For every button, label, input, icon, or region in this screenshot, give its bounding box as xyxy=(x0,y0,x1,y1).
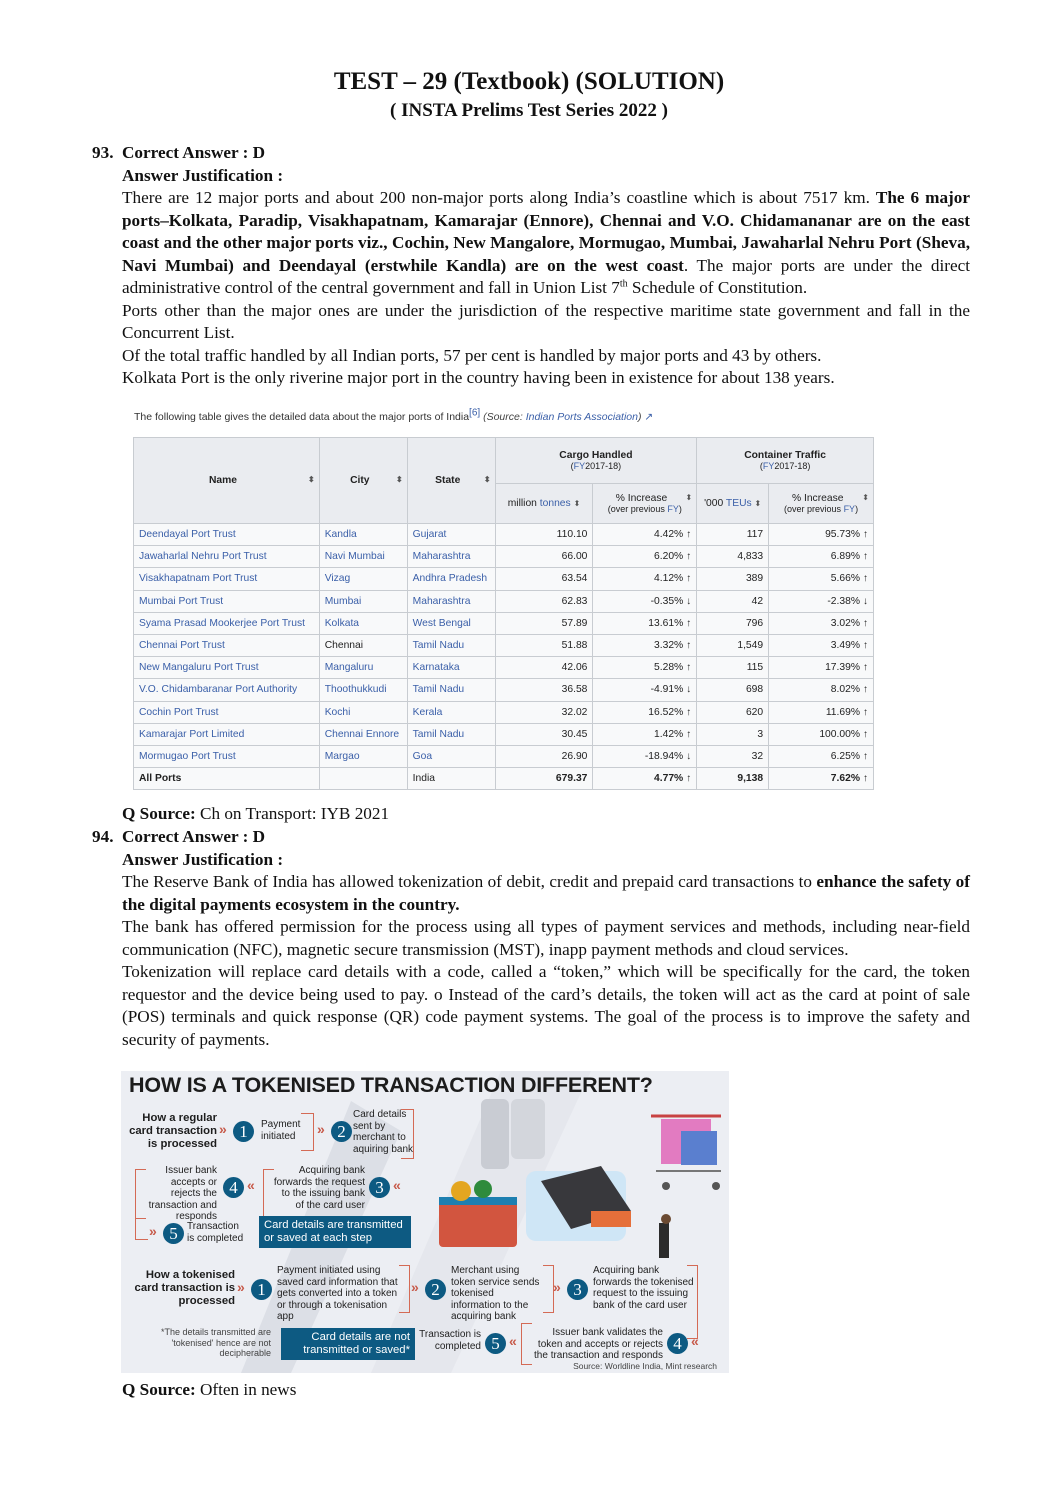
tonnes-link[interactable]: tonnes xyxy=(539,498,571,509)
table-row: Jawaharlal Nehru Port Trust Navi Mumbai Maharashtra 66.00 6.20% ↑ 4,833 6.89% ↑ xyxy=(134,546,874,568)
column-header-state[interactable]: State ⬍ xyxy=(407,438,495,524)
column-header-cargo-increase[interactable]: % Increase ⬍ (over previous FY) xyxy=(593,484,697,524)
bracket xyxy=(135,1217,148,1240)
justification-paragraph-3: Tokenization will replace card details with a code, called a “token,” which will be specifically for the card, the token requestor and the device being used to pay. o Instead of the card’s details, the token will act as the card at point of sale (POS) terminals and quick response (QR) code payment systems. The goal of the process is to improve the safety and security of payments. xyxy=(122,962,970,1049)
justification-paragraph-4: Kolkata Port is the only riverine major port in the country having been in existence for about 138 years. xyxy=(122,368,835,387)
regular-heading: How a regular card transaction is processed xyxy=(129,1112,217,1150)
step-number-badge: 3 xyxy=(567,1279,588,1300)
city-link[interactable]: Mangaluru xyxy=(319,657,407,679)
sort-icon[interactable]: ⬍ xyxy=(573,499,581,508)
step-text: Issuer bank accepts or rejects the transaction and responds xyxy=(148,1165,217,1222)
step-text: Transaction is completed xyxy=(187,1221,244,1244)
column-header-teu[interactable]: '000 TEUs ⬍ xyxy=(697,484,769,524)
step-number-badge: 4 xyxy=(667,1333,688,1354)
page-subtitle: ( INSTA Prelims Test Series 2022 ) xyxy=(390,100,668,121)
tokenisation-infographic xyxy=(121,1071,729,1373)
state-link[interactable]: Goa xyxy=(407,745,495,767)
sort-icon[interactable]: ⬍ xyxy=(862,493,869,502)
port-name-link[interactable]: Visakhapatnam Port Trust xyxy=(134,568,320,590)
question-number: 94. xyxy=(92,827,114,846)
table-row: Syama Prasad Mookerjee Port Trust Kolkata West Bengal 57.89 13.61% ↑ 796 3.02% ↑ xyxy=(134,612,874,634)
state-link[interactable]: Tamil Nadu xyxy=(407,723,495,745)
table-row: New Mangaluru Port Trust Mangaluru Karnataka 42.06 5.28% ↑ 115 17.39% ↑ xyxy=(134,657,874,679)
state-link[interactable]: West Bengal xyxy=(407,612,495,634)
chevron-left-icon: « xyxy=(393,1177,401,1193)
page-title: TEST – 29 (Textbook) (SOLUTION) xyxy=(333,68,725,95)
step-number-badge: 3 xyxy=(369,1177,390,1198)
table-row: Deendayal Port Trust Kandla Gujarat 110.10 4.42% ↑ 117 95.73% ↑ xyxy=(134,524,874,546)
city-link[interactable]: Kandla xyxy=(319,524,407,546)
question-94 xyxy=(92,826,970,1051)
question-number: 93. xyxy=(92,143,114,162)
port-name-link[interactable]: Chennai Port Trust xyxy=(134,634,320,656)
chevron-left-icon: « xyxy=(691,1333,699,1349)
state-link[interactable]: Andhra Pradesh xyxy=(407,568,495,590)
sort-icon[interactable]: ⬍ xyxy=(395,475,403,484)
port-name-link[interactable]: New Mangaluru Port Trust xyxy=(134,657,320,679)
chevron-right-icon: » xyxy=(219,1121,227,1137)
step-number-badge: 4 xyxy=(223,1177,244,1198)
chevron-right-icon: » xyxy=(553,1279,561,1295)
step-number-badge: 1 xyxy=(251,1279,272,1300)
city-link[interactable]: Mumbai xyxy=(319,590,407,612)
justification-paragraph-1: There are 12 major ports and about 200 non-major ports along India’s coastline which is about 7517 km. The 6 major ports–Kolkata, Paradip, Visakhapatnam, Kamarajar (Ennore), Chennai and V.O. Chidamananar are on the east coast and the other major ports viz., Cochin, New Mangalore, Mormugao, Mumbai, Jawaharlal Nehru Port (Sheva, Navi Mumbai) and Deendayal (erstwhile Kandla) are on the west coast. The major ports are under the direct administrative control of the central government and fall in Union List 7th Schedule of Constitution. xyxy=(122,188,970,297)
question-94-source: Q Source: Often in news xyxy=(122,1380,297,1399)
table-row: Mormugao Port Trust Margao Goa 26.90 -18.94% ↓ 32 6.25% ↑ xyxy=(134,745,874,767)
city-link[interactable]: Margao xyxy=(319,745,407,767)
step-number-badge: 2 xyxy=(331,1121,352,1142)
justification-label: Answer Justification : xyxy=(122,165,284,185)
justification-label: Answer Justification : xyxy=(122,849,284,869)
justification-paragraph-2: The bank has offered permission for the process using all types of payment services and methods, including near-field communication (NFC), magnetic secure transmission (MST), inapp payment methods and cloud services. xyxy=(122,917,970,959)
sort-icon[interactable]: ⬍ xyxy=(483,475,491,484)
bracket xyxy=(687,1265,698,1339)
step-number-badge: 1 xyxy=(233,1121,254,1142)
chevron-left-icon: « xyxy=(247,1177,255,1193)
column-header-tonnes[interactable]: million tonnes ⬍ xyxy=(495,484,593,524)
sort-icon[interactable]: ⬍ xyxy=(685,493,693,502)
state-link[interactable]: Tamil Nadu xyxy=(407,679,495,701)
infographic-source: Source: Worldline India, Mint research xyxy=(573,1361,717,1371)
step-text: Acquiring bank forwards the request to the issuing bank of the card user xyxy=(273,1165,365,1211)
justification-paragraph-1: The Reserve Bank of India has allowed tokenization of debit, credit and prepaid card transactions to enhance the safety of the digital payments ecosystem in the country. xyxy=(122,872,970,914)
city-text: Chennai xyxy=(319,634,407,656)
port-name-link[interactable]: Mormugao Port Trust xyxy=(134,745,320,767)
bracket xyxy=(399,1265,410,1313)
fy-link[interactable]: FY xyxy=(573,461,586,471)
table-row: Visakhapatnam Port Trust Vizag Andhra Pradesh 63.54 4.12% ↑ 389 5.66% ↑ xyxy=(134,568,874,590)
step-number-badge: 5 xyxy=(485,1333,506,1354)
state-link[interactable]: Tamil Nadu xyxy=(407,634,495,656)
step-number-badge: 2 xyxy=(425,1279,446,1300)
external-link-icon: ↗ xyxy=(644,411,654,423)
table-row: Kamarajar Port Limited Chennai Ennore Tamil Nadu 30.45 1.42% ↑ 3 100.00% ↑ xyxy=(134,723,874,745)
sort-icon[interactable]: ⬍ xyxy=(754,499,762,508)
table-caption: The following table gives the detailed data about the major ports of India[6] (Source: Indian Ports Association) ↗ xyxy=(134,407,654,423)
correct-answer: Correct Answer : D xyxy=(122,143,266,162)
step-text: Payment initiated using saved card information that gets converted into a token or through a tokenisation app xyxy=(277,1265,398,1322)
city-link[interactable]: Chennai Ennore xyxy=(319,723,407,745)
port-name-link[interactable]: Kamarajar Port Limited xyxy=(134,723,320,745)
correct-answer: Correct Answer : D xyxy=(122,827,266,846)
chevron-right-icon: » xyxy=(237,1279,245,1295)
column-header-name[interactable]: Name ⬍ xyxy=(134,438,320,524)
bracket xyxy=(401,1109,414,1159)
chevron-right-icon: » xyxy=(149,1223,157,1239)
port-name-link[interactable]: V.O. Chidambaranar Port Authority xyxy=(134,679,320,701)
regular-callout: Card details are transmitted or saved at each step xyxy=(259,1216,411,1248)
port-name-link[interactable]: Cochin Port Trust xyxy=(134,701,320,723)
major-ports-table xyxy=(133,437,874,790)
justification-paragraph-2: Ports other than the major ones are under the jurisdiction of the respective maritime state government and fall in the Concurrent List. xyxy=(122,300,970,342)
justification-paragraph-3: Of the total traffic handled by all Indian ports, 57 per cent is handled by major ports and 43 by others. xyxy=(122,345,822,365)
port-name-link[interactable]: Syama Prasad Mookerjee Port Trust xyxy=(134,612,320,634)
step-text: Acquiring bank forwards the tokenised request to the issuing bank of the card user xyxy=(593,1265,694,1311)
chevron-right-icon: » xyxy=(317,1121,325,1137)
state-link[interactable]: Maharashtra xyxy=(407,546,495,568)
table-row: Mumbai Port Trust Mumbai Maharashtra 62.83 -0.35% ↓ 42 -2.38% ↓ xyxy=(134,590,874,612)
table-row: V.O. Chidambaranar Port Authority Thoothukkudi Tamil Nadu 36.58 -4.91% ↓ 698 8.02% ↑ xyxy=(134,679,874,701)
state-link[interactable]: Gujarat xyxy=(407,524,495,546)
chevron-right-icon: » xyxy=(411,1279,419,1295)
infographic-title: HOW IS A TOKENISED TRANSACTION DIFFERENT? xyxy=(129,1073,653,1097)
tokenised-heading: How a tokenised card transaction is processed xyxy=(134,1269,235,1307)
footnote: *The details transmitted are 'tokenised' hence are not decipherable xyxy=(160,1327,271,1358)
port-name-link[interactable]: Jawaharlal Nehru Port Trust xyxy=(134,546,320,568)
step-text: Merchant using token service sends tokenised information to the acquiring bank xyxy=(451,1265,540,1322)
sort-icon[interactable]: ⬍ xyxy=(307,475,315,484)
city-link[interactable]: Thoothukkudi xyxy=(319,679,407,701)
step-text: Transaction is completed xyxy=(419,1329,481,1352)
step-number-badge: 5 xyxy=(163,1223,184,1244)
column-header-container-increase[interactable]: % Increase ⬍ (over previous FY) xyxy=(769,484,874,524)
teu-link[interactable]: TEUs xyxy=(725,498,752,509)
bracket xyxy=(301,1113,314,1151)
city-link[interactable]: Navi Mumbai xyxy=(319,546,407,568)
source-link[interactable]: Indian Ports Association xyxy=(525,411,638,423)
question-93-source: Q Source: Ch on Transport: IYB 2021 xyxy=(122,804,390,823)
table-total-row: All Ports India 679.37 4.77% ↑ 9,138 7.62% ↑ xyxy=(134,768,874,790)
column-group-container: Container Traffic (FY2017-18) xyxy=(697,438,874,484)
step-text: Issuer bank validates the token and accepts or rejects the transaction and responds xyxy=(534,1327,663,1361)
question-93 xyxy=(92,142,970,390)
chevron-left-icon: « xyxy=(509,1333,517,1349)
step-text: Card details sent by merchant to aquiring bank xyxy=(353,1109,414,1155)
city-link[interactable]: Kochi xyxy=(319,701,407,723)
state-link[interactable]: Karnataka xyxy=(407,657,495,679)
table-row: Cochin Port Trust Kochi Kerala 32.02 16.52% ↑ 620 11.69% ↑ xyxy=(134,701,874,723)
column-header-city[interactable]: City ⬍ xyxy=(319,438,407,524)
city-link[interactable]: Vizag xyxy=(319,568,407,590)
city-link[interactable]: Kolkata xyxy=(319,612,407,634)
port-name-link[interactable]: Deendayal Port Trust xyxy=(134,524,320,546)
citation-link[interactable]: [6] xyxy=(469,407,481,419)
port-name-link[interactable]: Mumbai Port Trust xyxy=(134,590,320,612)
column-group-cargo: Cargo Handled (FY2017-18) xyxy=(495,438,697,484)
step-text: Payment initiated xyxy=(261,1119,301,1142)
state-link[interactable]: Kerala xyxy=(407,701,495,723)
table-row: Chennai Port Trust Chennai Tamil Nadu 51.88 3.32% ↑ 1,549 3.49% ↑ xyxy=(134,634,874,656)
state-link[interactable]: Maharashtra xyxy=(407,590,495,612)
fy-link[interactable]: FY xyxy=(762,461,775,471)
tokenised-callout: Card details are not transmitted or saved* xyxy=(281,1328,415,1360)
